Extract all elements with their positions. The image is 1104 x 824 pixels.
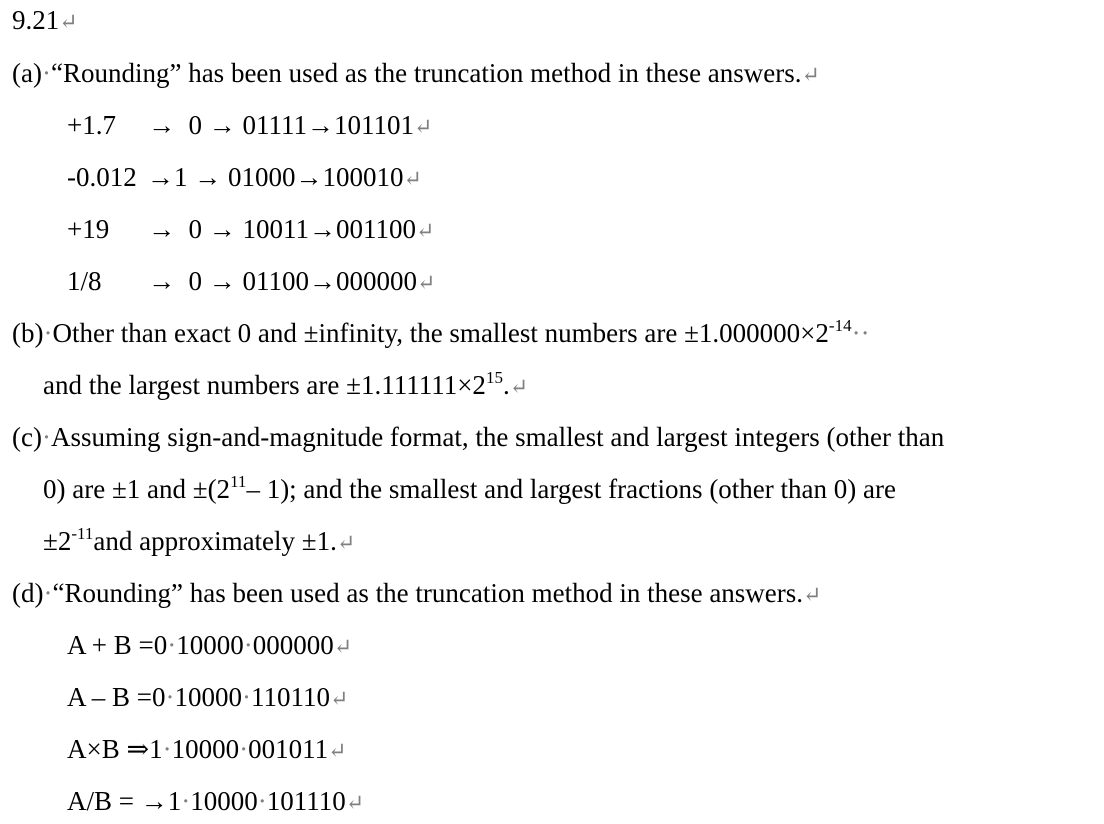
mantissa-bits: 001100 (336, 214, 416, 244)
arrow-icon: → (208, 214, 236, 244)
arrow-icon: → (309, 214, 336, 244)
sign-bit: 0 (188, 266, 202, 296)
decimal-value: -0.012 (67, 162, 137, 192)
conversion-row (67, 109, 432, 143)
arrow-icon: → (208, 266, 236, 296)
operation-row: A – B =0·10000·110110↵ (67, 682, 349, 712)
arrow-icon: → (309, 266, 336, 296)
mantissa-bits: 000000 (336, 266, 417, 296)
paragraph-mark-icon: ↵ (416, 218, 435, 243)
arrow-icon: → (307, 110, 334, 140)
operation-expression: A/B = → (67, 786, 168, 816)
paragraph-mark-icon: ↵ (417, 270, 436, 295)
operation-expression: A + B = (67, 630, 154, 660)
sign-bit: 1 (167, 786, 182, 816)
part-c-text: – 1); and the smallest and largest fractions (other than 0) are (246, 474, 896, 504)
paragraph-mark-icon: ↵ (59, 9, 78, 34)
part-b-text: Other than exact 0 and ±infinity, the smallest numbers are ±1.000000×2 (52, 318, 829, 348)
mantissa-bits: 000000 (252, 630, 334, 660)
part-c-text: and approximately ±1. (93, 526, 337, 556)
part-c-line1: (c)·Assuming sign-and-magnitude format, the smallest and largest integers (other than (12, 422, 945, 452)
arrow-icon: → (208, 110, 236, 140)
exponent-superscript: 15 (485, 368, 503, 387)
part-d-heading: (d)·“Rounding” has been used as the truncation method in these answers.↵ (12, 578, 822, 608)
paragraph-mark-icon: ↵ (509, 374, 529, 399)
sign-bit: 1 (174, 162, 188, 192)
part-b-line2: and the largest numbers are $\pm 1.111111\times 2^{15}.↵$ (43, 368, 529, 400)
operation-expression: A×B ⇒ (67, 734, 150, 764)
sign-bit: 0 (188, 110, 202, 140)
exponent-superscript: -11 (71, 524, 94, 543)
part-b-line1: (b)·Other than exact 0 and ±infinity, the smallest numbers are $\pm 1.000000\times 2^{-14}\cdot\cdot$ (12, 316, 870, 348)
conversion-row (67, 213, 434, 247)
part-d-label: (d) (12, 578, 44, 608)
part-d-text: “Rounding” has been used as the truncation method in these answers. (52, 578, 804, 608)
arrow-icon: → (295, 162, 323, 192)
part-b-label: (b) (12, 318, 44, 348)
paragraph-mark-icon: ↵ (801, 62, 820, 87)
exponent-bits: 10000 (176, 630, 244, 660)
sign-bit: 0 (152, 682, 166, 712)
exponent-bits: 10011 (242, 214, 309, 244)
exponent-bits: 01100 (242, 266, 309, 296)
operation-expression: A – B = (67, 682, 152, 712)
sign-bit: 0 (153, 630, 168, 660)
arrow-icon: → (148, 110, 176, 140)
exponent-bits: 01000 (228, 162, 296, 192)
operation-row: A×B ⇒1·10000·001011↵ (67, 734, 347, 764)
arrow-icon: → (148, 266, 176, 296)
problem-number-text: 9.21 (12, 5, 60, 35)
part-a-label: (a) (12, 58, 42, 88)
mantissa-bits: 101110 (266, 786, 346, 816)
arrow-icon: → (148, 214, 176, 244)
exponent-bits: 10000 (171, 734, 240, 764)
operation-row: A/B = →1·10000·101110↵ (67, 786, 365, 816)
decimal-value: 1/8 (67, 266, 102, 296)
part-a-heading: (a)·“Rounding” has been used as the truncation method in these answers.↵ (12, 58, 820, 88)
sign-bit: 0 (188, 214, 202, 244)
conversion-row (67, 265, 435, 299)
part-c-text: 0) are ±1 and ±(2 (43, 474, 231, 504)
arrow-icon: → (147, 162, 174, 192)
paragraph-mark-icon: ↵ (328, 738, 347, 763)
mantissa-bits: 100010 (322, 162, 404, 192)
operation-row: A + B =0·10000·000000↵ (67, 630, 353, 660)
paragraph-mark-icon: ↵ (403, 166, 422, 191)
part-c-label: (c) (12, 422, 42, 452)
paragraph-mark-icon: ↵ (803, 582, 822, 607)
exponent-superscript: 11 (230, 472, 247, 491)
paragraph-mark-icon: ↵ (414, 114, 433, 139)
problem-number (12, 4, 78, 38)
paragraph-mark-icon: ↵ (333, 634, 353, 659)
exponent-bits: 01111 (242, 110, 307, 140)
conversion-row (67, 161, 422, 195)
part-c-text: ±2 (43, 526, 72, 556)
sign-bit: 1 (149, 734, 163, 764)
paragraph-mark-icon: ↵ (330, 686, 349, 711)
mantissa-bits: 110110 (251, 682, 330, 712)
part-a-text: “Rounding” has been used as the truncation method in these answers. (50, 58, 802, 88)
part-c-text: Assuming sign-and-magnitude format, the smallest and largest integers (other than (50, 422, 945, 452)
exponent-bits: 10000 (190, 786, 258, 816)
part-b-text: and the largest numbers are ±1.111111×2 (43, 370, 486, 400)
paragraph-mark-icon: ↵ (336, 530, 356, 555)
mantissa-bits: 001011 (248, 734, 329, 764)
arrow-icon: → (194, 162, 222, 192)
exponent-bits: 10000 (174, 682, 242, 712)
part-c-line3 (43, 525, 355, 559)
paragraph-mark-icon: ↵ (345, 790, 365, 815)
exponent-superscript: -14 (828, 316, 852, 335)
decimal-value: +1.7 (67, 110, 116, 140)
decimal-value: +19 (67, 214, 110, 244)
mantissa-bits: 101101 (334, 110, 414, 140)
part-c-line2 (43, 473, 896, 505)
